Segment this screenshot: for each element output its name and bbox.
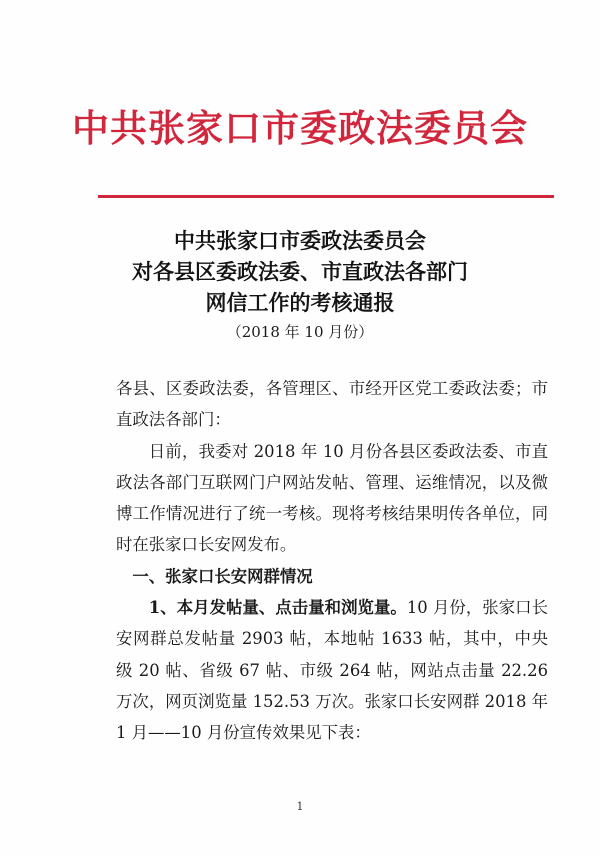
document-title-block <box>0 225 600 344</box>
salutation: 各县、区委政法委，各管理区、市经开区党工委政法委；市直政法各部门： <box>116 379 548 430</box>
document-title-line-3: 网信工作的考核通报 <box>205 290 395 315</box>
intro-paragraph: 日前，我委对 2018 年 10 月份各县区委政法委、市直政法各部门互联网门户网站发帖、管理、运维情况，以及微博工作情况进行了统一考核。现将考核结果明传各单位，同时在张家口长安网发布。 <box>116 441 548 555</box>
section-1-heading: 一、张家口长安网群情况 <box>132 566 313 586</box>
document-date-subtitle: （2018 年 10 月份） <box>226 323 374 341</box>
document-title-line-2: 对各县区委政法委、市直政法各部门 <box>132 259 468 284</box>
page-number: 1 <box>296 800 304 813</box>
document-body <box>116 373 548 749</box>
item-1-body: 10 月份，张家口长安网群总发帖量 2903 帖，本地帖 1633 帖，其中，中央级 20 帖、省级 67 帖、市级 264 帖，网站点击量 22.26 万次，网页浏览量 152.53 万次。张家口长安网群 2018 年 1 月——10 月份宣传效果见下表： <box>116 598 548 743</box>
document-title-line-1: 中共张家口市委政法委员会 <box>174 228 426 253</box>
item-1-lead: 1、本月发帖量、点击量和浏览量。 <box>148 598 407 618</box>
item-1-paragraph <box>116 592 548 748</box>
red-divider-line <box>98 195 554 198</box>
masthead-title: 中共张家口市委政法委员会 <box>72 106 528 150</box>
